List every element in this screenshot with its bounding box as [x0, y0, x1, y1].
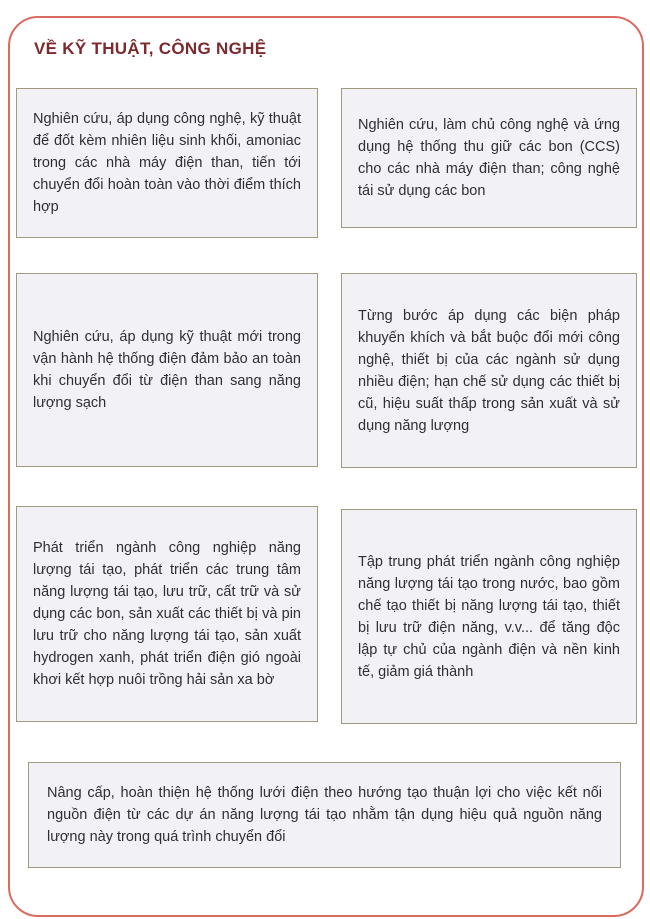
info-box-equipment-innovation [341, 273, 637, 468]
info-box-text: Nâng cấp, hoàn thiện hệ thống lưới điện theo hướng tạo thuận lợi cho việc kết nối nguồn điện từ các dự án năng lượng tái tạo nhằm tận dụng hiệu quả nguồn năng lượng này trong quá trình chuyển đổi [47, 785, 602, 845]
info-box-text: Nghiên cứu, làm chủ công nghệ và ứng dụng hệ thống thu giữ các bon (CCS) cho các nhà máy điện than; công nghệ tái sử dụng các bon [358, 117, 620, 199]
info-box-text: Tập trung phát triển ngành công nghiệp năng lượng tái tạo trong nước, bao gồm chế tạo thiết bị năng lượng tái tạo, thiết bị lưu trữ điện năng, v.v... để tăng độc lập tự chủ của ngành điện và nền kinh tế, giảm giá thành [358, 553, 620, 680]
info-box-domestic-renewable-manufacturing [341, 509, 637, 724]
info-box-grid-upgrade-for-renewables [28, 762, 621, 868]
info-box-safe-grid-operation [16, 273, 318, 467]
info-box-text: Nghiên cứu, áp dụng kỹ thuật mới trong vận hành hệ thống điện đảm bảo an toàn khi chuyển đổi từ điện than sang năng lượng sạch [33, 329, 301, 411]
info-box-renewable-industry-development [16, 506, 318, 722]
info-box-cofiring-biomass-ammonia [16, 88, 318, 238]
info-box-ccs-carbon-reuse [341, 88, 637, 228]
info-box-text: Nghiên cứu, áp dụng công nghệ, kỹ thuật để đốt kèm nhiên liệu sinh khối, amoniac trong các nhà máy điện than, tiến tới chuyển đổi hoàn toàn vào thời điểm thích hợp [33, 111, 301, 215]
section-title: VỀ KỸ THUẬT, CÔNG NGHỆ [34, 39, 267, 58]
info-box-text: Phát triển ngành công nghiệp năng lượng tái tạo, phát triển các trung tâm năng lượng tái tạo, lưu trữ, cất trữ và sử dụng các bon, sản xuất các thiết bị và pin lưu trữ cho năng lượng tái tạo, sản xuất hydrogen xanh, phát triển điện gió ngoài khơi kết hợp nuôi trồng hải sản xa bờ [33, 540, 301, 688]
info-box-text: Từng bước áp dụng các biện pháp khuyến khích và bắt buộc đổi mới công nghệ, thiết bị của các ngành sử dụng nhiều điện; hạn chế sử dụng các thiết bị cũ, hiệu suất thấp trong sản xuất và sử dụng năng lượng [358, 307, 620, 434]
